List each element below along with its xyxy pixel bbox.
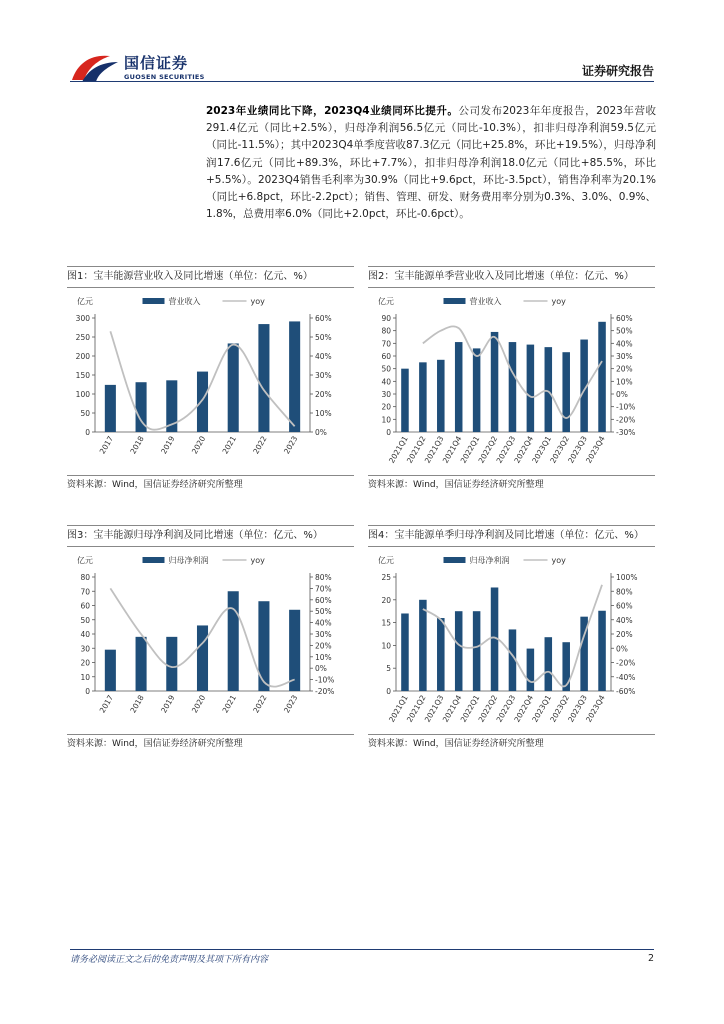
y-tick-label: 70 (80, 587, 90, 597)
y2-tick-label: 0% (616, 644, 628, 654)
bar (473, 348, 481, 432)
x-tick-label: 2018 (128, 693, 146, 715)
y2-tick-label: 60% (315, 314, 332, 323)
summary-paragraph (206, 103, 656, 223)
chart-source: 资料来源：Wind，国信证券经济研究所整理 (67, 475, 354, 493)
bar (545, 347, 553, 432)
y2-tick-label: -40% (616, 672, 636, 682)
x-tick-label: 2019 (159, 693, 177, 715)
x-tick-label: 2021Q1 (387, 434, 410, 465)
legend-bar-swatch (444, 557, 466, 563)
y-tick-label: 0 (386, 428, 391, 437)
bar (509, 342, 517, 432)
company-logo (70, 50, 205, 88)
x-tick-label: 2023Q1 (530, 434, 554, 465)
x-tick-label: 2021Q4 (440, 693, 464, 724)
x-tick-label: 2018 (128, 434, 146, 456)
y-tick-label: 15 (381, 618, 391, 628)
chart-title: 图4：宝丰能源单季归母净利润及同比增速（单位：亿元、%） (368, 525, 655, 547)
unit-label: 亿元 (378, 297, 394, 306)
bar (527, 345, 535, 432)
y2-tick-label: -20% (616, 415, 636, 425)
y2-tick-label: 50% (315, 333, 332, 342)
x-tick-label: 2023Q3 (566, 693, 589, 724)
y2-tick-label: 50% (616, 326, 633, 336)
x-tick-label: 2019 (159, 434, 177, 456)
legend-line-label: yoy (250, 556, 265, 565)
x-tick-label: 2022Q3 (494, 434, 518, 465)
unit-label: 亿元 (378, 556, 394, 565)
y-tick-label: 150 (75, 371, 90, 380)
bar (197, 625, 208, 691)
y2-tick-label: 0% (616, 390, 628, 399)
x-tick-label: 2022Q1 (458, 693, 482, 724)
y-tick-label: 300 (75, 314, 90, 323)
x-tick-label: 2023Q2 (548, 434, 571, 465)
y-tick-label: 10 (80, 672, 90, 682)
bar (105, 385, 116, 432)
bar (598, 611, 606, 691)
y-tick-label: 100 (75, 390, 90, 399)
y2-tick-label: 10% (315, 652, 332, 662)
bar (437, 618, 445, 691)
legend-line-label: yoy (551, 297, 566, 306)
y2-tick-label: 30% (315, 630, 332, 639)
legend-line-label: yoy (250, 297, 265, 306)
y-tick-label: 70 (381, 339, 391, 349)
chart-title: 图3：宝丰能源归母净利润及同比增速（单位：亿元、%） (67, 525, 354, 547)
x-tick-label: 2020 (189, 434, 208, 456)
y2-tick-label: 80% (616, 587, 633, 597)
bar (527, 649, 535, 691)
y-tick-label: 10 (381, 641, 391, 651)
y-tick-label: 80 (381, 326, 391, 336)
y2-tick-label: 20% (315, 390, 332, 399)
bar (455, 611, 463, 691)
bar (166, 637, 177, 691)
x-tick-label: 2021Q2 (404, 434, 428, 465)
y2-tick-label: 40% (616, 339, 633, 349)
y2-tick-label: -60% (616, 687, 636, 696)
x-tick-label: 2022Q2 (476, 693, 500, 724)
chart-3-svg (67, 549, 354, 739)
y2-tick-label: 60% (315, 595, 332, 605)
x-tick-label: 2020 (189, 693, 208, 715)
bar (437, 360, 445, 432)
y-tick-label: 0 (85, 428, 90, 437)
summary-body: 公司发布2023年年度报告，2023年营收291.4亿元（同比+2.5%），归母净利润56.5亿元（同比-10.3%），扣非归母净利润59.5亿元（同比-11.5%）；其中2023Q4单季度营收87.3亿元（同比+25.8%，环比+19.5%），归母净利润17.6亿元（同比+89.3%，环比+7.7%），扣非归母净利润18.0亿元（同比+85.5%，环比+5.5%）。2023Q4销售毛利率为30.9%（同比+9.6pct，环比-3.5pct），销售净利率为20.1%（同比+6.8pct，环比-2.2pct）；销售、管理、研发、财务费用率分别为0.3%、3.0%、0.9%、1.8%，总费用率6.0%（同比+2.0pct，环比-0.6pct）。 (206, 105, 656, 221)
x-tick-label: 2021 (220, 693, 238, 715)
y2-tick-label: -10% (315, 675, 335, 685)
y2-tick-label: -20% (616, 658, 636, 668)
y2-tick-label: 0% (315, 428, 327, 437)
x-tick-label: 2021 (220, 434, 238, 456)
x-tick-label: 2022Q1 (458, 434, 482, 465)
y2-tick-label: 20% (315, 641, 332, 651)
y-tick-label: 50 (80, 615, 90, 625)
y-tick-label: 60 (381, 352, 391, 361)
y-tick-label: 80 (80, 573, 90, 582)
y-tick-label: 200 (75, 352, 90, 361)
x-tick-label: 2023Q4 (584, 434, 607, 465)
y-tick-label: 20 (381, 595, 391, 605)
y2-tick-label: 50% (315, 607, 332, 617)
y2-tick-label: 20% (616, 364, 633, 374)
y2-tick-label: 40% (315, 618, 332, 628)
unit-label: 亿元 (77, 556, 93, 565)
bar (289, 321, 300, 432)
y2-tick-label: 100% (616, 573, 638, 582)
bar (419, 600, 427, 691)
x-tick-label: 2022Q2 (476, 434, 500, 465)
legend-bar-label: 归母净利润 (168, 556, 209, 565)
y2-tick-label: 10% (616, 377, 633, 387)
x-tick-label: 2022Q3 (494, 693, 518, 724)
y-tick-label: 60 (80, 601, 90, 611)
x-tick-label: 2021Q3 (422, 693, 446, 724)
x-tick-label: 2023Q3 (566, 434, 589, 465)
chart-title: 图2：宝丰能源单季营业收入及同比增速（单位：亿元、%） (368, 266, 655, 288)
y-tick-label: 40 (80, 630, 90, 639)
chart-title: 图1：宝丰能源营业收入及同比增速（单位：亿元、%） (67, 266, 354, 288)
chart-source: 资料来源：Wind，国信证券经济研究所整理 (368, 475, 655, 493)
legend-bar-swatch (143, 557, 165, 563)
chart-source: 资料来源：Wind，国信证券经济研究所整理 (368, 734, 655, 752)
x-tick-label: 2017 (97, 693, 116, 715)
header-divider (70, 81, 654, 82)
x-tick-label: 2022Q4 (512, 434, 536, 465)
bar (105, 650, 116, 691)
bar (598, 322, 606, 432)
bar (136, 637, 147, 691)
y2-tick-label: 30% (315, 371, 332, 380)
y-tick-label: 30 (80, 644, 90, 654)
x-tick-label: 2021Q3 (422, 434, 446, 465)
y-tick-label: 25 (381, 573, 391, 582)
legend-bar-label: 营业收入 (168, 297, 201, 306)
x-tick-label: 2022 (251, 693, 269, 715)
chart-2-svg (368, 290, 655, 480)
unit-label: 亿元 (77, 297, 93, 306)
logo-text-cn: 国信证券 (124, 54, 189, 72)
x-tick-label: 2021Q1 (387, 693, 410, 724)
chart-1-svg (67, 290, 354, 480)
y2-tick-label: 40% (315, 352, 332, 361)
y2-tick-label: 40% (616, 615, 633, 625)
x-tick-label: 2023 (282, 434, 300, 456)
bar (473, 611, 481, 691)
y2-tick-label: 60% (616, 601, 633, 611)
y2-tick-label: -10% (616, 402, 636, 412)
bar (419, 362, 427, 432)
bar (228, 343, 239, 432)
x-tick-label: 2023Q4 (584, 693, 607, 724)
x-tick-label: 2022Q4 (512, 693, 536, 724)
y-tick-label: 50 (381, 364, 391, 374)
y-tick-label: 20 (381, 402, 391, 412)
bar (491, 332, 499, 432)
y2-tick-label: -20% (315, 687, 335, 696)
y-tick-label: 90 (381, 314, 391, 323)
x-tick-label: 2021Q2 (404, 693, 428, 724)
y2-tick-label: 70% (315, 584, 332, 594)
report-type: 证券研究报告 (581, 64, 654, 78)
x-tick-label: 2023Q1 (530, 693, 554, 724)
legend-bar-swatch (143, 298, 165, 304)
page-header (0, 0, 724, 90)
bar (545, 637, 553, 691)
legend-line-label: yoy (551, 556, 566, 565)
y-tick-label: 40 (381, 377, 391, 387)
disclaimer-note: 请务必阅读正文之后的免责声明及其项下所有内容 (70, 955, 269, 965)
x-tick-label: 2022 (251, 434, 269, 456)
y-tick-label: 0 (85, 687, 90, 696)
bar (258, 324, 269, 432)
y2-tick-label: 10% (315, 409, 332, 418)
y-tick-label: 250 (75, 333, 90, 342)
y2-tick-label: 20% (616, 630, 633, 639)
y-tick-label: 30 (381, 390, 391, 399)
y2-tick-label: -30% (616, 428, 636, 437)
y-tick-label: 0 (386, 687, 391, 696)
bar (401, 613, 409, 691)
x-tick-label: 2023Q2 (548, 693, 571, 724)
bar (228, 591, 239, 691)
footer-divider (70, 949, 654, 950)
y-tick-label: 5 (386, 664, 391, 674)
y-tick-label: 50 (80, 409, 90, 418)
summary-lead: 2023年业绩同比下降，2023Q4业绩同环比提升。 (206, 105, 459, 117)
y2-tick-label: 80% (315, 573, 332, 582)
y-tick-label: 10 (381, 415, 391, 425)
page-number: 2 (647, 953, 654, 964)
x-tick-label: 2023 (282, 693, 300, 715)
legend-bar-label: 归母净利润 (469, 556, 510, 565)
bar (562, 642, 570, 691)
legend-bar-label: 营业收入 (469, 297, 502, 306)
bar (401, 369, 409, 432)
bar (258, 601, 269, 691)
y2-tick-label: 60% (616, 314, 633, 323)
bar (562, 352, 570, 432)
y2-tick-label: 30% (616, 352, 633, 361)
y-tick-label: 20 (80, 658, 90, 668)
bar (289, 610, 300, 691)
bar (197, 372, 208, 432)
bar (455, 342, 463, 432)
chart-source: 资料来源：Wind，国信证券经济研究所整理 (67, 734, 354, 752)
chart-4-svg (368, 549, 655, 739)
x-tick-label: 2021Q4 (440, 434, 464, 465)
x-tick-label: 2017 (97, 434, 116, 456)
y2-tick-label: 0% (315, 664, 327, 674)
logo-text-en: GUOSEN SECURITIES (124, 73, 205, 81)
legend-bar-swatch (444, 298, 466, 304)
